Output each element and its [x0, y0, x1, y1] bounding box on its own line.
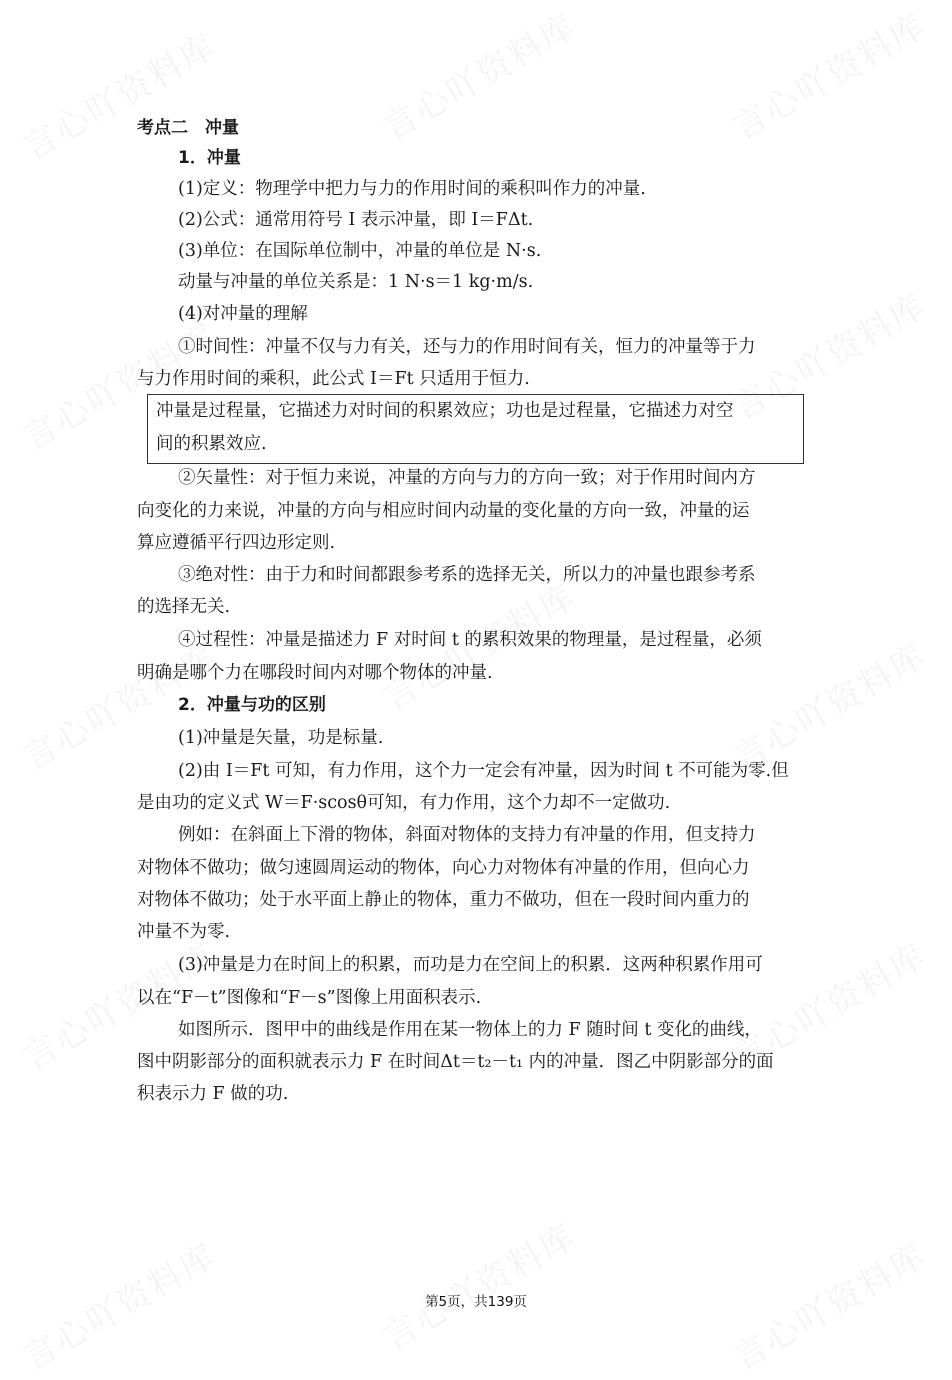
paragraph-line: 是由功的定义式 W＝F·scosθ可知，有力作用，这个力却不一定做功. [137, 793, 671, 813]
paragraph-line: 积表示力 F 做的功. [137, 1084, 289, 1104]
subsection-title: 1．冲量 [178, 148, 241, 168]
paragraph-line: ④过程性：冲量是描述力 F 对时间 t 的累积效果的物理量，是过程量，必须 [178, 630, 762, 650]
paragraph-line: (2)公式：通常用符号 I 表示冲量，即 I＝FΔt. [178, 210, 534, 230]
paragraph-line: ③绝对性：由于力和时间都跟参考系的选择无关，所以力的冲量也跟参考系 [178, 565, 756, 585]
paragraph-line: 如图所示．图甲中的曲线是作用在某一物体上的力 F 随时间 t 变化的曲线， [178, 1020, 762, 1040]
note-line: 间的积累效应. [156, 434, 267, 454]
paragraph-line: (1)定义：物理学中把力与力的作用时间的乘积叫作力的冲量. [178, 179, 646, 199]
page-number: 第5页，共139页 [425, 1294, 527, 1310]
paragraph-line: (3)冲量是力在时间上的积累，而功是力在空间上的积累．这两种积累作用可 [178, 955, 763, 975]
paragraph-line: 对物体不做功；处于水平面上静止的物体，重力不做功，但在一段时间内重力的 [137, 890, 750, 910]
paragraph-line: 冲量不为零. [137, 922, 231, 942]
paragraph-line: 以在“F－t”图像和“F－s”图像上用面积表示. [137, 988, 482, 1008]
paragraph-line: (1)冲量是矢量，功是标量. [178, 728, 384, 748]
paragraph-line: 向变化的力来说，冲量的方向与相应时间内动量的变化量的方向一致，冲量的运 [137, 501, 750, 521]
paragraph-line: ②矢量性：对于恒力来说，冲量的方向与力的方向一致；对于作用时间内方 [178, 468, 756, 488]
subsection-title: 2．冲量与功的区别 [178, 695, 326, 715]
paragraph-line: 明确是哪个力在哪段时间内对哪个物体的冲量. [137, 663, 493, 683]
paragraph-line: (3)单位：在国际单位制中，冲量的单位是 N·s. [178, 241, 542, 261]
paragraph-line: 与力作用时间的乘积，此公式 I＝Ft 只适用于恒力. [137, 369, 530, 389]
paragraph-line: 动量与冲量的单位关系是：1 N·s＝1 kg·m/s. [178, 272, 534, 292]
note-line: 冲量是过程量，它描述力对时间的积累效应；功也是过程量，它描述力对空 [156, 401, 734, 421]
paragraph-line: (4)对冲量的理解 [178, 304, 308, 324]
section-heading: 考点二 冲量 [137, 118, 239, 138]
paragraph-line: (2)由 I＝Ft 可知，有力作用，这个力一定会有冲量，因为时间 t 不可能为零.但 [178, 761, 789, 781]
paragraph-line: 对物体不做功；做匀速圆周运动的物体，向心力对物体有冲量的作用，但向心力 [137, 858, 750, 878]
paragraph-line: 的选择无关. [137, 597, 231, 617]
paragraph-line: 图中阴影部分的面积就表示力 F 在时间Δt＝t₂－t₁ 内的冲量．图乙中阴影部分的面 [137, 1052, 774, 1072]
paragraph-line: ①时间性：冲量不仅与力有关，还与力的作用时间有关，恒力的冲量等于力 [178, 337, 756, 357]
paragraph-line: 例如：在斜面上下滑的物体，斜面对物体的支持力有冲量的作用，但支持力 [178, 825, 756, 845]
paragraph-line: 算应遵循平行四边形定则. [137, 533, 336, 553]
